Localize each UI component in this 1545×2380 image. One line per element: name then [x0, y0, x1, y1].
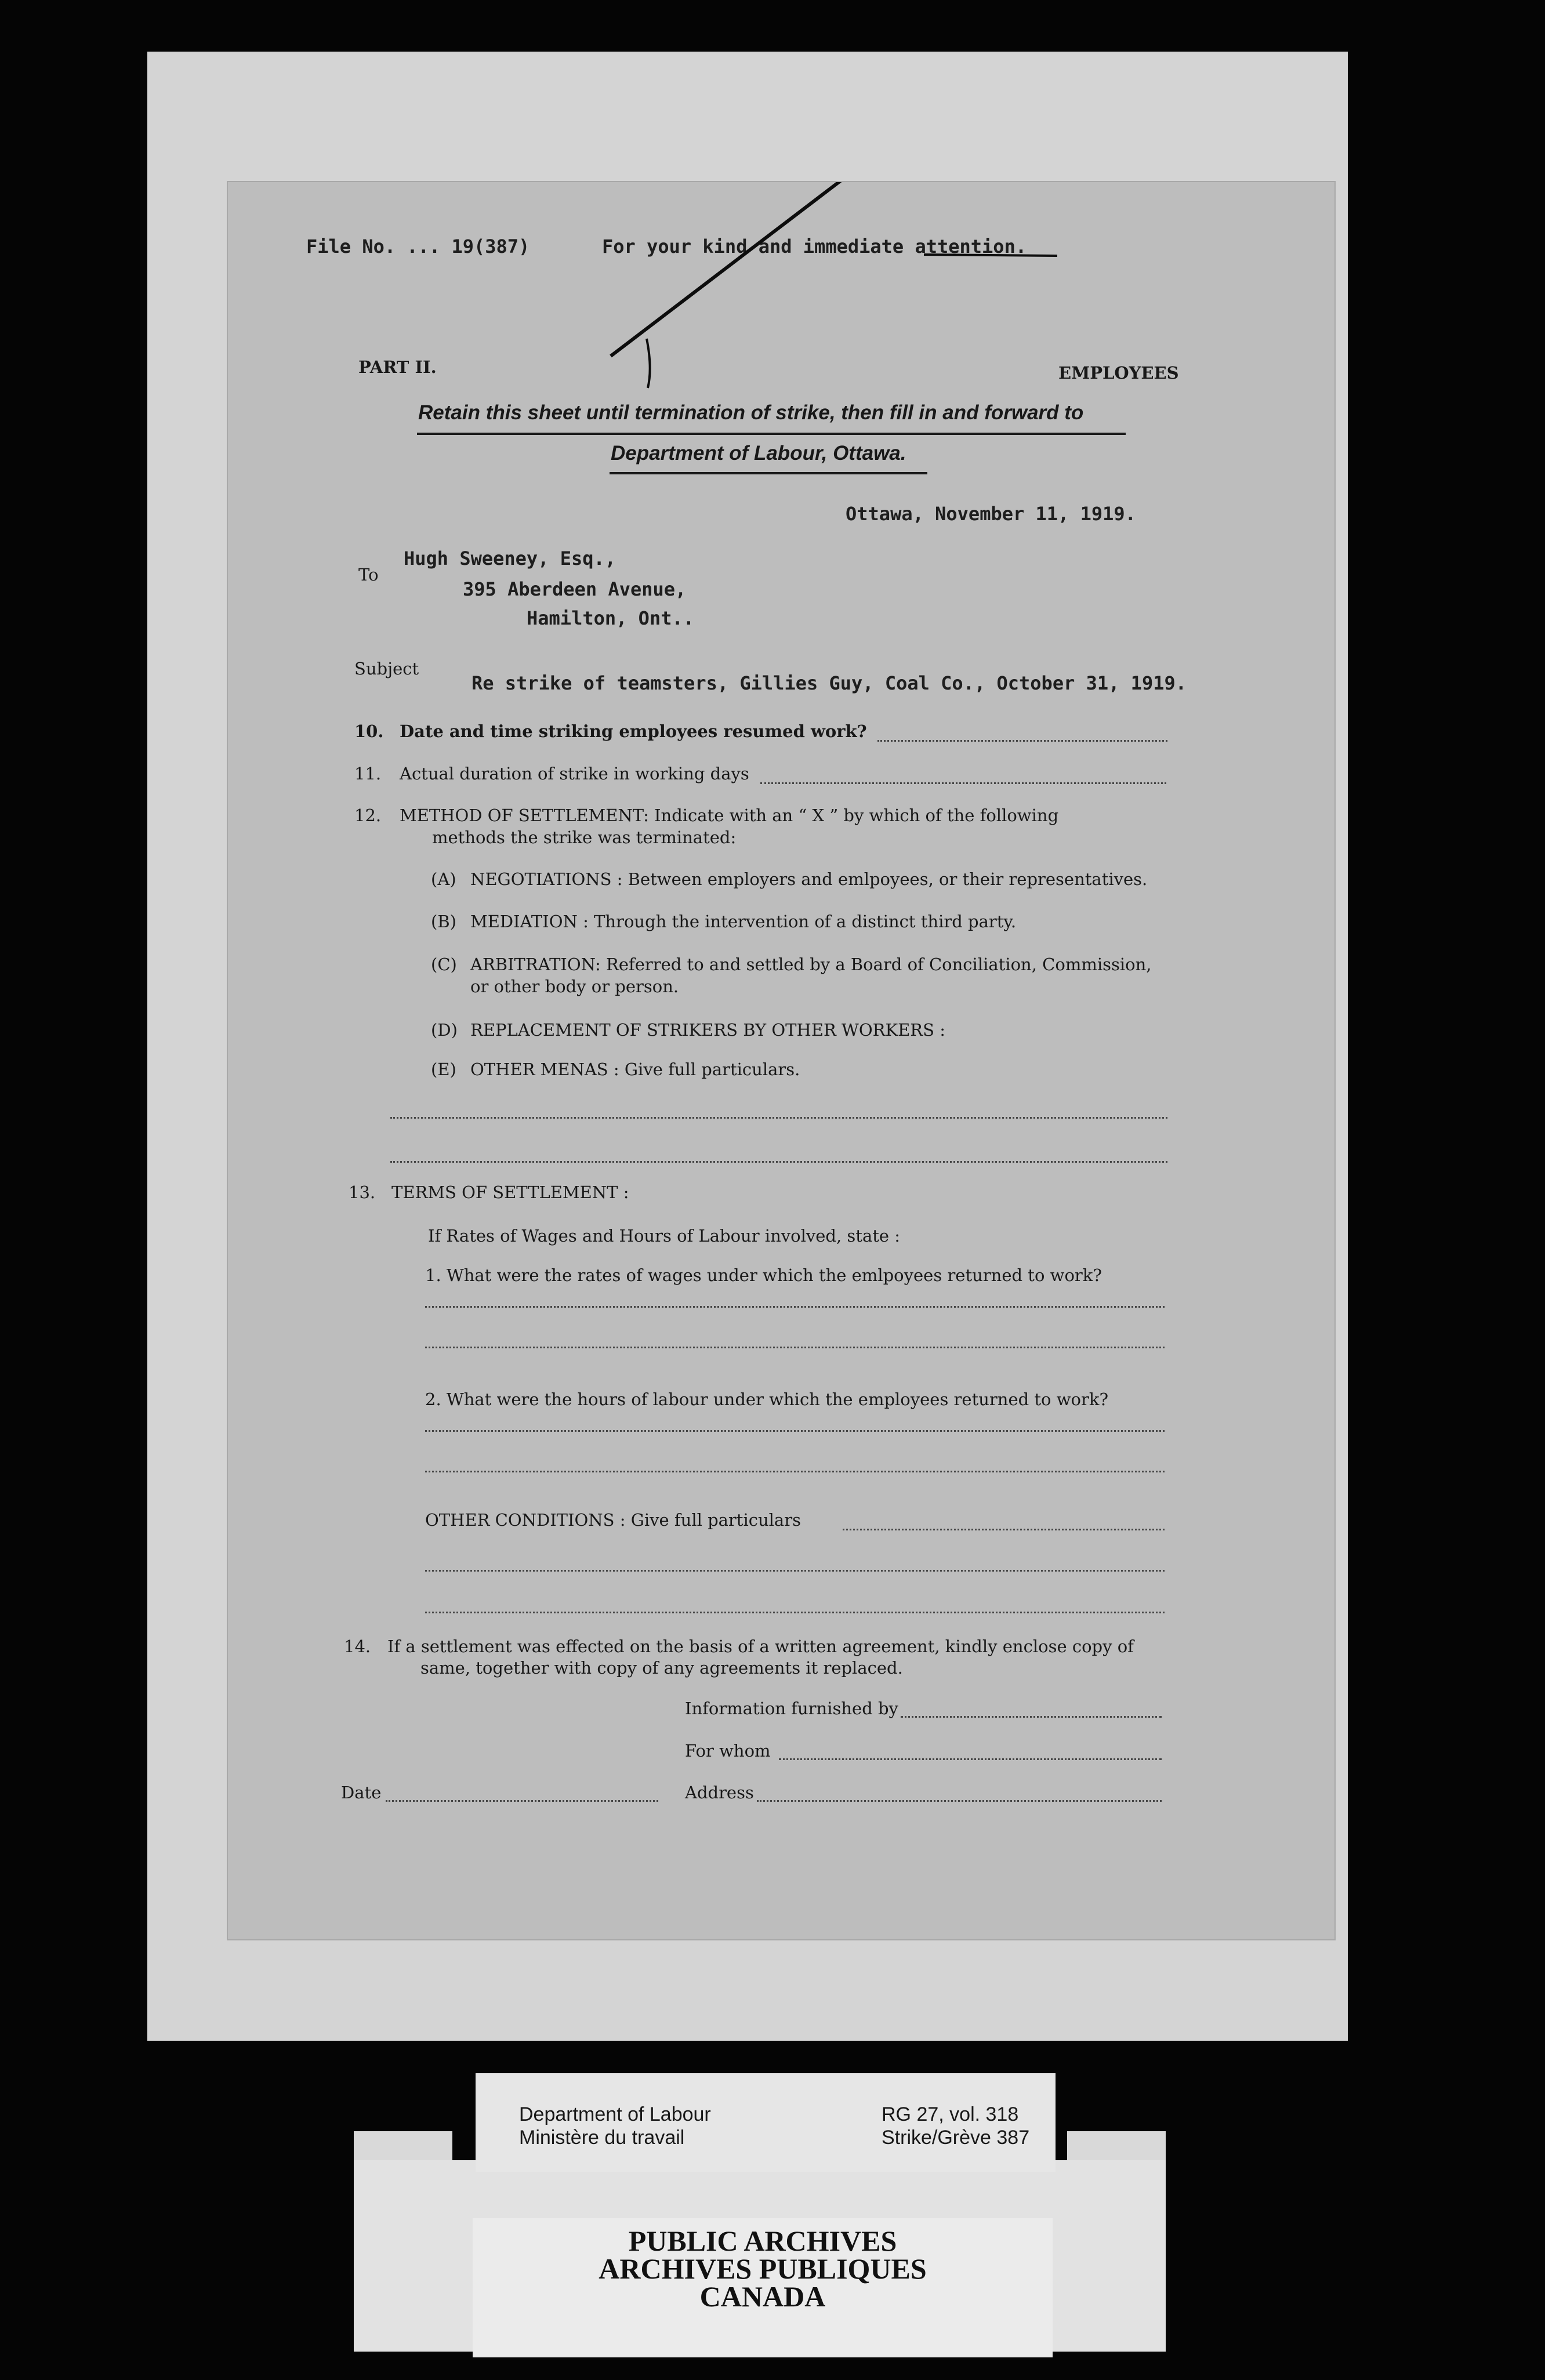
subject-text: Re strike of teamsters, Gillies Guy, Coal Co., October 31, 1919.: [472, 672, 1187, 694]
to-label: To: [358, 565, 379, 585]
subject-label: Subject: [354, 659, 419, 679]
option-c-text-2: or other body or person.: [470, 977, 679, 996]
pen-stroke-mark: [228, 182, 1334, 530]
archives-publiques-line: ARCHIVES PUBLIQUES: [599, 2252, 927, 2285]
for-whom-line[interactable]: [779, 1758, 1162, 1760]
strike-number: Strike/Grève 387: [882, 2127, 1030, 2149]
hours-answer-line-2[interactable]: [425, 1471, 1165, 1472]
q10-text: Date and time striking employees resumed work?: [400, 721, 867, 741]
option-e-text: OTHER MENAS : Give full particulars.: [470, 1060, 800, 1079]
other-conditions-line-3[interactable]: [425, 1612, 1165, 1613]
q12-line-1: METHOD OF SETTLEMENT: Indicate with an “ X ” by which of the following: [400, 806, 1059, 825]
addressee-street: 395 Aberdeen Avenue,: [463, 578, 687, 600]
q13-title: TERMS OF SETTLEMENT :: [391, 1182, 629, 1202]
wages-answer-line-2[interactable]: [425, 1347, 1165, 1348]
option-a-text: NEGOTIATIONS : Between employers and emlpoyees, or their representatives.: [470, 869, 1148, 889]
wages-answer-line-1[interactable]: [425, 1306, 1165, 1308]
dept-en: Department of Labour: [519, 2103, 711, 2125]
option-d-text: REPLACEMENT OF STRIKERS BY OTHER WORKERS :: [470, 1020, 945, 1040]
part-label: PART II.: [358, 357, 437, 377]
option-b-key: (B): [431, 912, 456, 931]
q14-line-1: If a settlement was effected on the basis of a written agreement, kindly enclose copy of: [387, 1637, 1134, 1656]
q14-number: 14.: [344, 1637, 371, 1656]
other-conditions-label: OTHER CONDITIONS : Give full particulars: [425, 1510, 801, 1530]
employees-label: EMPLOYEES: [1058, 363, 1179, 383]
q10-answer-line[interactable]: [877, 740, 1167, 742]
option-c-key: (C): [431, 955, 457, 974]
rg-volume: RG 27, vol. 318: [882, 2103, 1019, 2125]
for-whom-label: For whom: [685, 1741, 771, 1761]
q12-other-line-1[interactable]: [390, 1117, 1167, 1119]
option-e-key: (E): [431, 1060, 456, 1079]
letter-date: Ottawa, November 11, 1919.: [846, 503, 1136, 525]
instruction-underline-2: [610, 472, 927, 474]
option-c-text: ARBITRATION: Referred to and settled by a Board of Conciliation, Commission,: [470, 955, 1152, 974]
date-label: Date: [341, 1783, 382, 1802]
attention-note: For your kind and immediate attention.: [602, 235, 1027, 257]
q13-hours-question: 2. What were the hours of labour under which the employees returned to work?: [425, 1389, 1108, 1409]
other-conditions-line-1[interactable]: [843, 1529, 1165, 1530]
q12-number: 12.: [354, 806, 382, 825]
q11-text: Actual duration of strike in working days: [400, 764, 749, 783]
q13-intro: If Rates of Wages and Hours of Labour involved, state :: [428, 1226, 901, 1246]
card-reference-strip: [476, 2073, 1056, 2172]
address-label: Address: [685, 1783, 754, 1802]
other-conditions-line-2[interactable]: [425, 1570, 1165, 1572]
q13-number: 13.: [349, 1182, 376, 1202]
q11-answer-line[interactable]: [760, 782, 1166, 784]
canada-line: CANADA: [699, 2280, 826, 2313]
info-furnished-line[interactable]: [901, 1716, 1162, 1718]
address-line[interactable]: [757, 1800, 1162, 1802]
dept-fr: Ministère du travail: [519, 2127, 685, 2149]
addressee-name: Hugh Sweeney, Esq.,: [404, 547, 616, 569]
q11-number: 11.: [354, 764, 382, 783]
file-number: File No. ... 19(387): [306, 235, 530, 257]
date-line[interactable]: [386, 1800, 658, 1802]
info-furnished-label: Information furnished by: [685, 1699, 898, 1718]
addressee-city: Hamilton, Ont..: [527, 607, 694, 629]
hours-answer-line-1[interactable]: [425, 1430, 1165, 1432]
q13-wages-question: 1. What were the rates of wages under which the emlpoyees returned to work?: [425, 1265, 1102, 1285]
strike-report-form: [228, 182, 1334, 1939]
q12-other-line-2[interactable]: [390, 1161, 1167, 1163]
archive-label-card: [354, 2073, 1166, 2363]
instruction-line-2: Department of Labour, Ottawa.: [611, 442, 906, 465]
q10-number: 10.: [354, 721, 384, 741]
public-archives-line: PUBLIC ARCHIVES: [628, 2225, 897, 2257]
instruction-underline-1: [417, 433, 1126, 435]
q12-line-2: methods the strike was terminated:: [432, 828, 737, 847]
q14-line-2: same, together with copy of any agreements it replaced.: [420, 1658, 903, 1678]
option-d-key: (D): [431, 1020, 458, 1040]
public-archives-stamp: [473, 2218, 1053, 2357]
instruction-line-1: Retain this sheet until termination of strike, then fill in and forward to: [418, 401, 1084, 424]
option-b-text: MEDIATION : Through the intervention of a distinct third party.: [470, 912, 1017, 931]
option-a-key: (A): [431, 869, 456, 889]
